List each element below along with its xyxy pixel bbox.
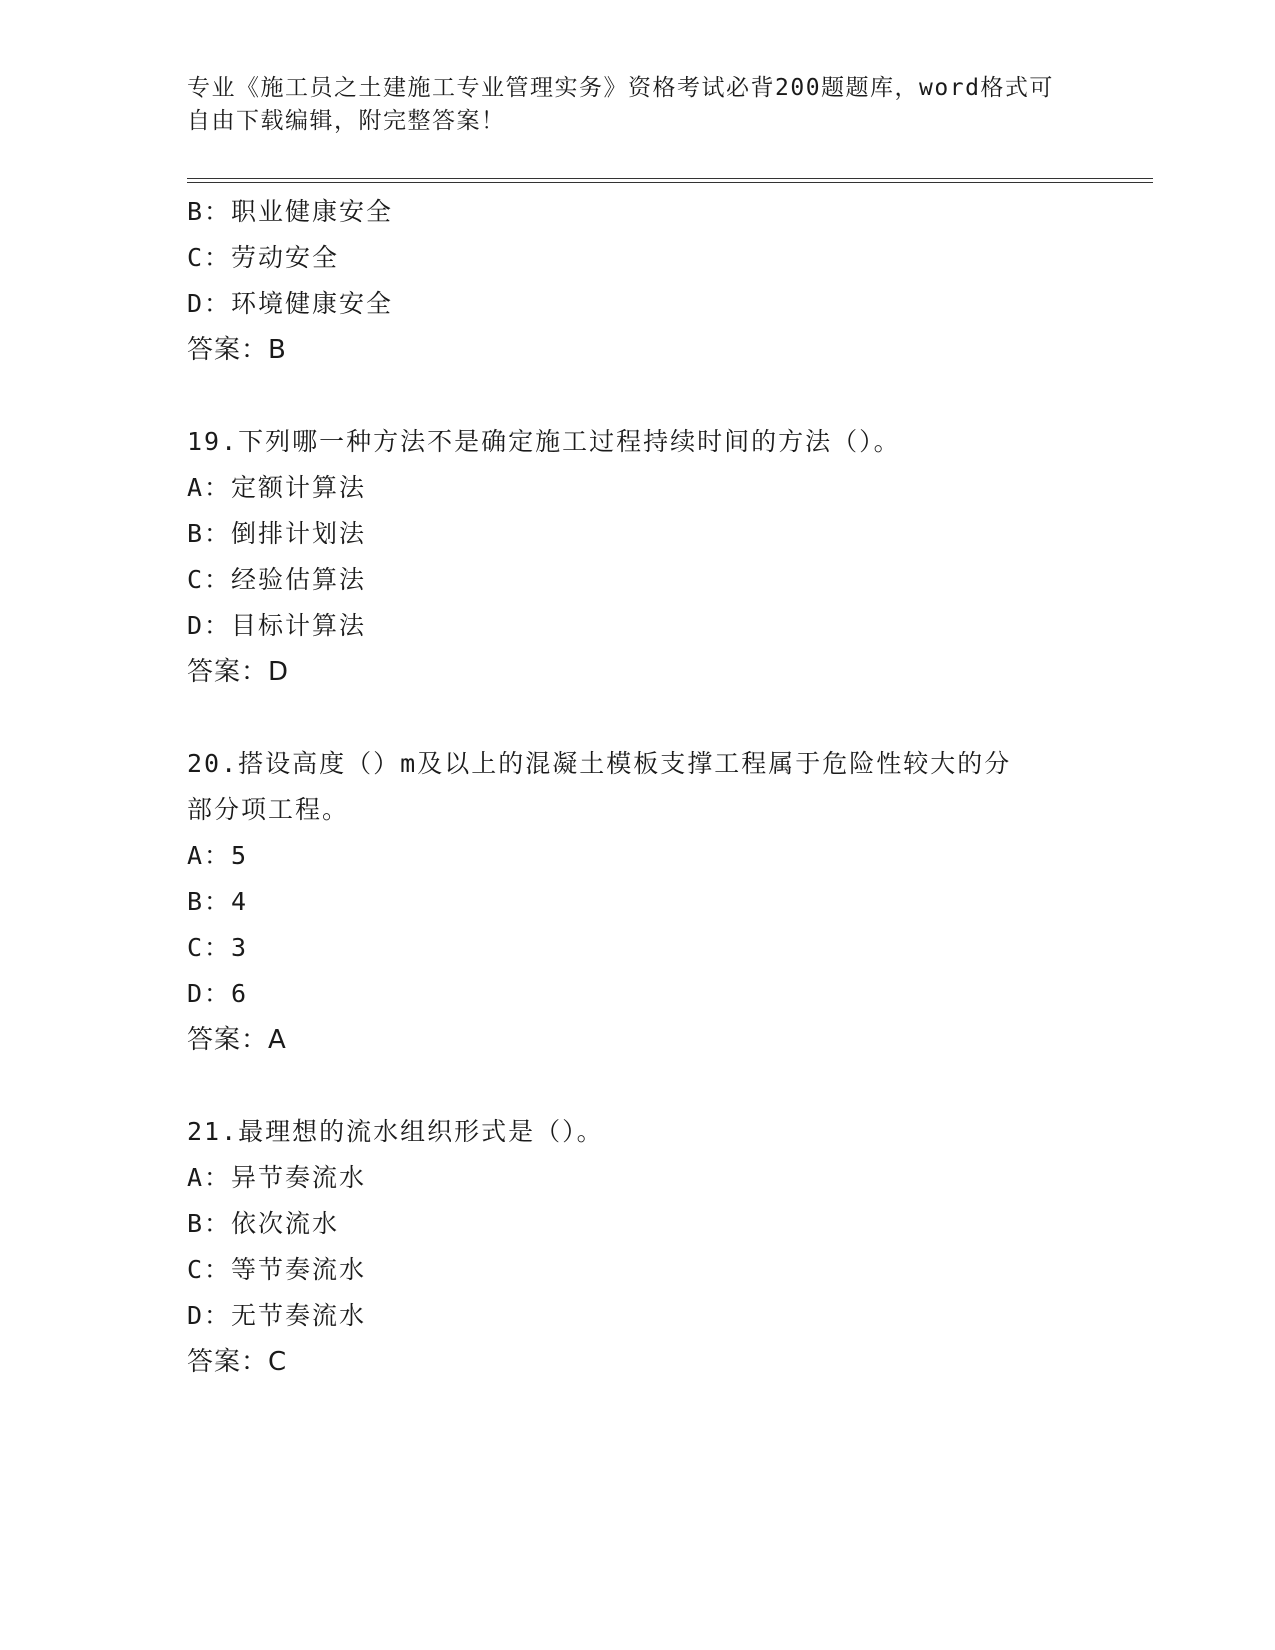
option-a: A：定额计算法	[187, 473, 367, 502]
spacer	[187, 1063, 1087, 1109]
header-line-2: 自由下载编辑，附完整答案！	[187, 108, 506, 134]
question-21	[187, 1109, 1087, 1385]
header-line-1: 专业《施工员之土建施工专业管理实务》资格考试必背200题题库，word格式可	[187, 75, 1054, 101]
question-stem: 19.下列哪一种方法不是确定施工过程持续时间的方法（）。	[187, 427, 901, 456]
option-b: B：倒排计划法	[187, 519, 367, 548]
option-c: C：等节奏流水	[187, 1255, 367, 1284]
answer: 答案：D	[187, 657, 290, 687]
answer: 答案：C	[187, 1347, 288, 1377]
option-b: B：依次流水	[187, 1209, 340, 1238]
option-a: A：5	[187, 841, 249, 870]
document-header	[187, 72, 1087, 138]
header-divider-bottom	[187, 182, 1153, 183]
option-d: D：无节奏流水	[187, 1301, 367, 1330]
question-stem-line-1: 20.搭设高度（）m及以上的混凝土模板支撑工程属于危险性较大的分	[187, 749, 1012, 778]
question-stem: 21.最理想的流水组织形式是（）。	[187, 1117, 604, 1146]
option-c: C：3	[187, 933, 249, 962]
header-divider-top	[187, 178, 1153, 179]
question-19	[187, 419, 1087, 695]
question-20	[187, 741, 1087, 1063]
spacer	[187, 695, 1087, 741]
option-d: D：6	[187, 979, 249, 1008]
option-d: D：环境健康安全	[187, 289, 394, 318]
answer: 答案：A	[187, 1025, 287, 1055]
option-c: C：劳动安全	[187, 243, 340, 272]
answer: 答案：B	[187, 335, 287, 365]
option-c: C：经验估算法	[187, 565, 367, 594]
spacer	[187, 373, 1087, 419]
question-stem-line-2: 部分项工程。	[187, 795, 350, 824]
option-d: D：目标计算法	[187, 611, 367, 640]
option-b: B：职业健康安全	[187, 197, 394, 226]
option-a: A：异节奏流水	[187, 1163, 367, 1192]
question-18-continued	[187, 189, 1087, 373]
question-list	[187, 189, 1087, 1385]
option-b: B：4	[187, 887, 249, 916]
